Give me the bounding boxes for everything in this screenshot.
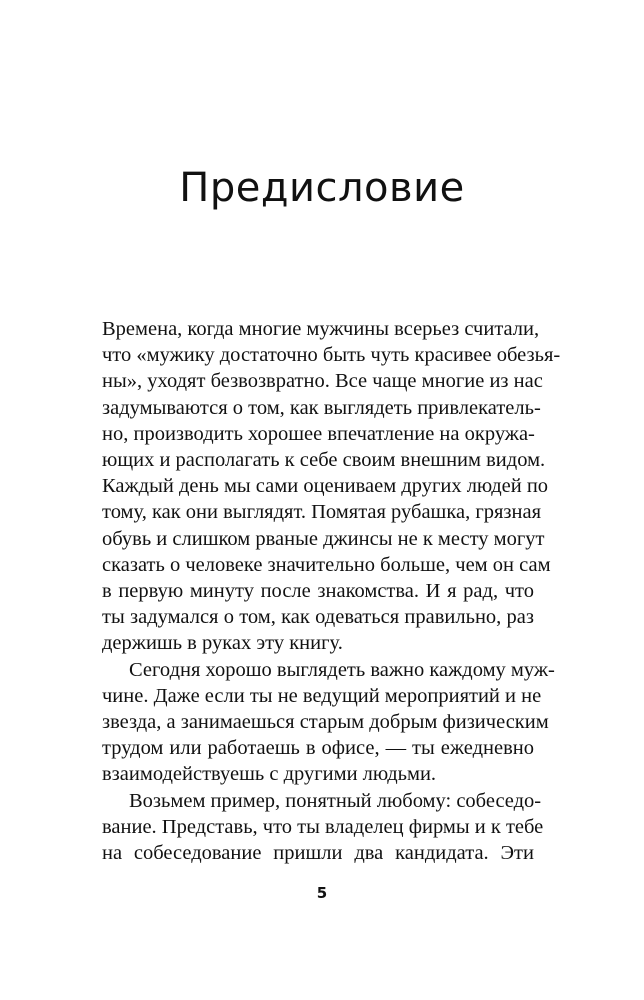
text-line: ты задумался о том, как одеваться правильно, раз: [102, 606, 534, 629]
chapter-title: Предисловие: [179, 165, 465, 211]
text-line: сказать о человеке значительно больше, чем он сам: [102, 553, 551, 576]
text-line: взаимодействуешь с другими людьми.: [102, 763, 437, 786]
text-line: в первую минуту после знакомства. И я рад, что: [102, 580, 534, 603]
text-line: обувь и слишком рваные джинсы не к месту могут: [102, 527, 545, 550]
text-line: трудом или работаешь в офисе, — ты ежедневно: [102, 737, 534, 760]
text-line: на собеседование пришли два кандидата. Эти: [102, 842, 534, 865]
text-line: вание. Представь, что ты владелец фирмы и к тебе: [102, 815, 544, 838]
text-line: Каждый день мы сами оцениваем других людей по: [102, 475, 549, 498]
page-number: 5: [316, 884, 328, 902]
text-line: держишь в руках эту книгу.: [102, 632, 343, 655]
text-line: Возьмем пример, понятный любому: собеседо-: [129, 789, 542, 812]
paragraph: [102, 316, 561, 657]
text-line: ющих и располагать к себе своим внешним видом.: [102, 449, 546, 472]
paragraph: [102, 788, 544, 867]
text-line: звезда, а занимаешься старым добрым физическим: [102, 711, 549, 734]
text-line: что «мужику достаточно быть чуть красивее обезья-: [102, 344, 561, 367]
text-line: задумываются о том, как выглядеть привлекатель-: [102, 396, 541, 419]
text-line: тому, как они выглядят. Помятая рубашка, грязная: [102, 501, 542, 524]
text-line: чине. Даже если ты не ведущий мероприятий и не: [102, 684, 542, 707]
text-line: Сегодня хорошо выглядеть важно каждому муж-: [129, 658, 555, 681]
paragraph: [102, 657, 555, 788]
text-line: ны», уходят безвозвратно. Все чаще многие из нас: [102, 370, 543, 393]
text-line: Времена, когда многие мужчины всерьез считали,: [102, 318, 540, 340]
text-line: но, производить хорошее впечатление на окружа-: [102, 422, 535, 445]
body-text: [102, 316, 561, 866]
